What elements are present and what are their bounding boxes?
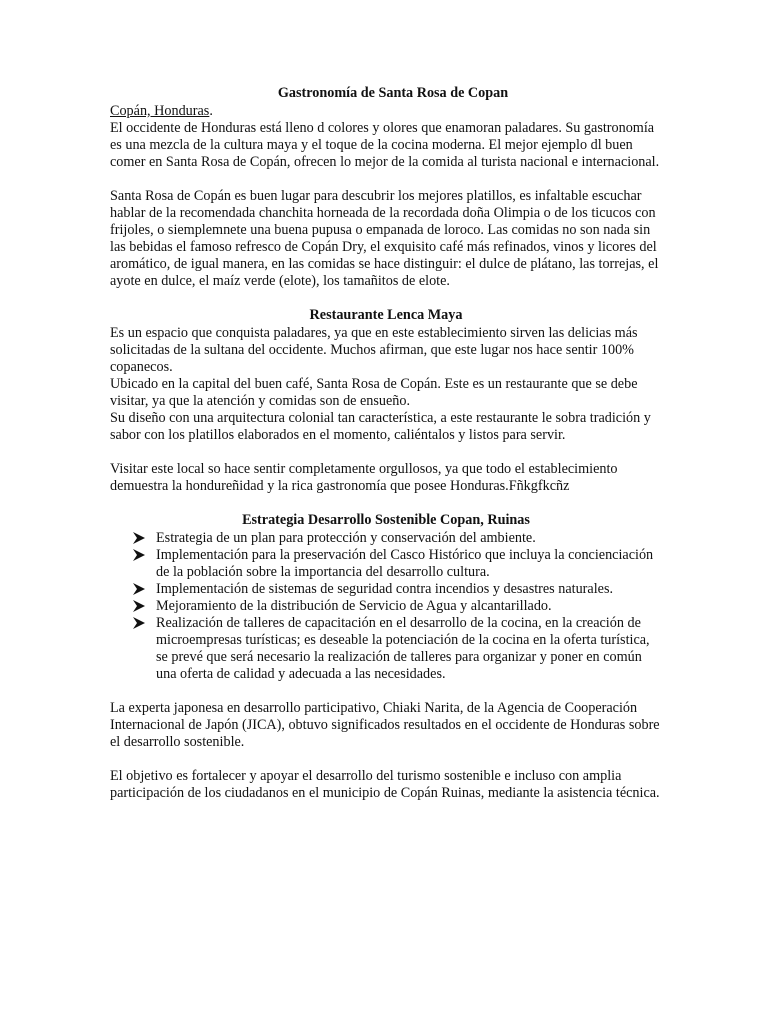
strategy-bullet-list xyxy=(110,530,662,683)
list-item-text: Realización de talleres de capacitación en el desarrollo de la cocina, en la creación de microempresas turísticas; es deseable la potenciación de la cocina en la oferta turística, se prevé que será necesario la realización de talleres para organizar y poner en común una oferta de calidad y adecuada a las necesidades. xyxy=(156,615,650,682)
arrowhead-bullet-icon xyxy=(132,583,146,595)
list-item xyxy=(132,598,662,615)
document-title: Gastronomía de Santa Rosa de Copan xyxy=(277,85,509,101)
jica-paragraph: La experta japonesa en desarrollo participativo, Chiaki Narita, de la Agencia de Cooperación Internacional de Japón (JICA), obtuvo significados resultados en el occidente de Honduras sobre el desarrollo sostenible. xyxy=(110,700,660,750)
subtitle-line xyxy=(110,103,662,120)
list-item-text: Implementación de sistemas de seguridad contra incendios y desastres naturales. xyxy=(156,581,614,597)
arrowhead-bullet-icon xyxy=(132,532,146,544)
restaurante-paragraph-3: Su diseño con una arquitectura colonial tan característica, a este restaurante le sobra tradición y sabor con los platillos elaborados en el momento, caliéntalos y listos para servir. xyxy=(110,410,651,443)
restaurante-paragraph-2: Ubicado en la capital del buen café, Santa Rosa de Copán. Este es un restaurante que se debe visitar, ya que la atención y comidas son de ensueño. xyxy=(110,376,638,409)
heading-estrategia-desarrollo: Estrategia Desarrollo Sostenible Copan, Ruinas xyxy=(242,512,530,528)
list-item-text: Implementación para la preservación del Casco Histórico que incluya la concienciación de la población sobre la importancia del desarrollo cultura. xyxy=(156,547,654,580)
list-item xyxy=(132,615,662,683)
document-subtitle: Copán, Honduras xyxy=(110,103,210,119)
list-item xyxy=(132,547,662,581)
list-item xyxy=(132,581,662,598)
objetivo-paragraph: El objetivo es fortalecer y apoyar el desarrollo del turismo sostenible e incluso con amplia participación de los ciudadanos en el municipio de Copán Ruinas, mediante la asistencia técnica. xyxy=(110,768,660,801)
subtitle-period: . xyxy=(209,103,213,119)
paragraph-platillos: Santa Rosa de Copán es buen lugar para descubrir los mejores platillos, es infaltable escuchar hablar de la recomendada chanchita horneada de la recordada doña Olimpia o de los ticucos con frijoles, o siemplemnete una buena pupusa o empanada de loroco. Las comidas no son nada sin las bebidas el famoso refresco de Copán Dry, el exquisito café más refinados, vinos y licores del aromático, de igual manera, en las comidas se hace distinguir: el dulce de plátano, las torrejas, el ayote en dulce, el maíz verde (elote), los tamañitos de elote. xyxy=(110,188,659,289)
restaurante-paragraph-1: Es un espacio que conquista paladares, ya que en este establecimiento sirven las delicias más solicitadas de la sultana del occidente. Muchos afirman, que este lugar nos hace sentir 100% copanecos. xyxy=(110,325,638,375)
arrowhead-bullet-icon xyxy=(132,617,146,629)
document-page xyxy=(110,85,662,819)
list-item-text: Mejoramiento de la distribución de Servicio de Agua y alcantarillado. xyxy=(156,598,552,614)
list-item xyxy=(132,530,662,547)
restaurante-paragraph-4: Visitar este local so hace sentir completamente orgullosos, ya que todo el establecimiento demuestra la hondureñidad y la rica gastronomía que posee Honduras.Fñkgfkcñz xyxy=(110,461,618,494)
heading-restaurante-lenca-maya: Restaurante Lenca Maya xyxy=(309,307,463,323)
arrowhead-bullet-icon xyxy=(132,549,146,561)
list-item-text: Estrategia de un plan para protección y conservación del ambiente. xyxy=(156,530,536,546)
arrowhead-bullet-icon xyxy=(132,600,146,612)
intro-paragraph: El occidente de Honduras está lleno d colores y olores que enamoran paladares. Su gastronomía es una mezcla de la cultura maya y el toque de la cocina moderna. El mejor ejemplo dl buen comer en Santa Rosa de Copán, ofrecen lo mejor de la comida al turista nacional e internacional. xyxy=(110,120,660,170)
